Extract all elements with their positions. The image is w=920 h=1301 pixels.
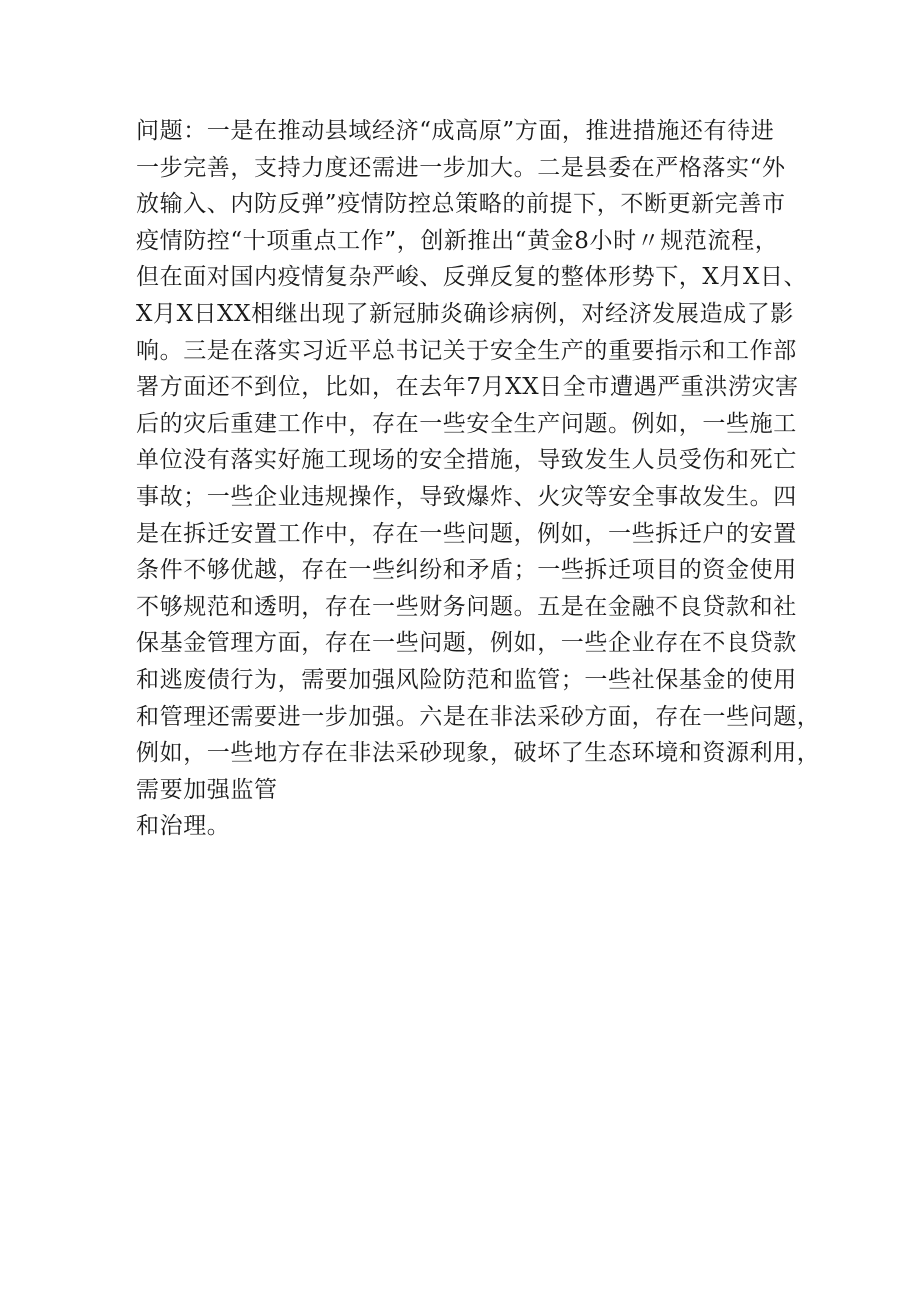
text-line: 单位没有落实好施工现场的安全措施，导致发生人员受伤和死亡 [136,447,797,474]
text-line: X月X日XX相继出现了新冠肺炎确诊病例，对经济发展造成了影 [136,300,794,327]
text-line: 和管理还需要进一步加强。六是在非法采砂方面，存在一些问题， [136,703,821,730]
body-paragraph [136,113,826,845]
text-line: 但在面对国内疫情复杂严峻、反弹反复的整体形势下，X月X日、 [136,264,808,291]
text-line: 是在拆迁安置工作中，存在一些问题，例如，一些拆迁户的安置 [136,520,797,547]
text-line: 响。三是在落实习近平总书记关于安全生产的重要指示和工作部 [136,337,797,364]
text-line: 和治理。 [136,813,231,840]
text-line: 疫情防控“十项重点工作”，创新推出“黄金8小时〃规范流程， [136,227,779,254]
text-line: 问题：一是在推动县域经济“成高原”方面，推进措施还有待进 [136,118,775,144]
text-line: 署方面还不到位，比如，在去年7月XX日全市遭遇严重洪涝灾害 [136,374,799,401]
text-line: 需要加强监管 [136,776,278,803]
text-line: 和逃废债行为，需要加强风险防范和监管；一些社保基金的使用 [136,666,797,693]
text-line: 不够规范和透明，存在一些财务问题。五是在金融不良贷款和社 [136,593,797,620]
text-line: 一步完善，支持力度还需进一步加大。二是县委在严格落实“外 [136,154,786,181]
text-line: 条件不够优越，存在一些纠纷和矛盾；一些拆迁项目的资金使用 [136,557,797,584]
text-line: 保基金管理方面，存在一些问题，例如，一些企业存在不良贷款 [136,630,797,657]
text-line: 例如，一些地方存在非法采砂现象，破坏了生态环境和资源利用， [136,740,821,767]
text-line: 事故；一些企业违规操作，导致爆炸、火灾等安全事故发生。四 [136,483,797,510]
text-line: 后的灾后重建工作中，存在一些安全生产问题。例如，一些施工 [136,410,797,437]
text-line: 放输入、内防反弹”疫情防控总策略的前提下，不断更新完善市 [136,191,786,218]
